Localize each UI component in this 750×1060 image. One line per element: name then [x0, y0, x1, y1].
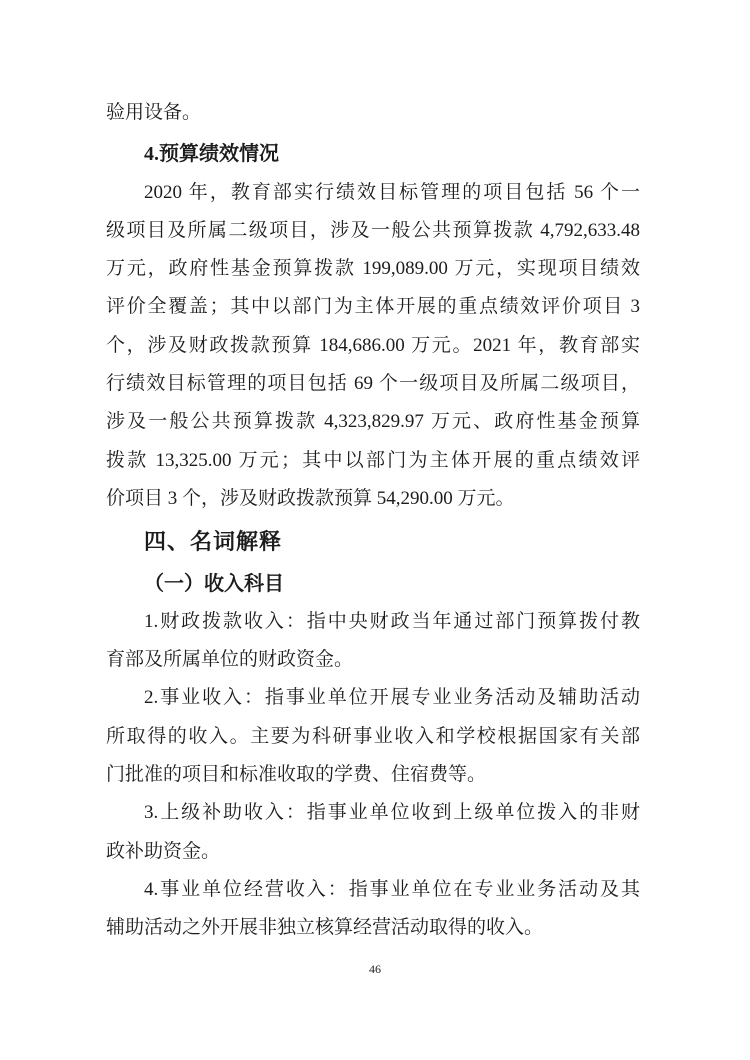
paragraph-line: 3.上级补助收入：指事业单位收到上级单位拨入的非财 [144, 802, 640, 824]
subsection-heading: 4.预算绩效情况 [144, 143, 279, 166]
paragraph-line: 价项目 3 个，涉及财政拨款预算 54,290.00 万元。 [106, 487, 515, 509]
paragraph-line: 拨款 13,325.00 万元；其中以部门为主体开展的重点绩效评 [106, 449, 640, 471]
paragraph-line: 1.财政拨款收入：指中央财政当年通过部门预算拨付教 [144, 610, 640, 632]
paragraph-line: 验用设备。 [106, 102, 202, 123]
paragraph-line: 政补助资金。 [106, 840, 221, 862]
page-number: 46 [369, 962, 381, 976]
paragraph-line: 万元，政府性基金预算拨款 199,089.00 万元，实现项目绩效 [106, 258, 640, 280]
paragraph-line: 涉及一般公共预算拨款 4,323,829.97 万元、政府性基金预算 [106, 411, 640, 433]
paragraph-line: 辅助活动之外开展非独立核算经营活动取得的收入。 [106, 917, 544, 939]
paragraph-line: 育部及所属单位的财政资金。 [106, 649, 354, 671]
paragraph-line: 级项目及所属二级项目，涉及一般公共预算拨款 4,792,633.48 [106, 219, 640, 241]
paragraph-line: 评价全覆盖；其中以部门为主体开展的重点绩效评价项目 3 [106, 296, 640, 318]
paragraph-line: 行绩效目标管理的项目包括 69 个一级项目及所属二级项目， [106, 373, 640, 395]
paragraph-line: 个，涉及财政拨款预算 184,686.00 万元。2021 年，教育部实 [106, 334, 640, 356]
subsection-heading: （一）收入科目 [144, 572, 284, 595]
paragraph-line: 2.事业收入：指事业单位开展专业业务活动及辅助活动 [144, 687, 640, 709]
paragraph-line: 2020 年，教育部实行绩效目标管理的项目包括 56 个一 [144, 181, 640, 203]
paragraph-line: 门批准的项目和标准收取的学费、住宿费等。 [106, 764, 487, 786]
paragraph-line: 4.事业单位经营收入：指事业单位在专业业务活动及其 [144, 878, 640, 900]
section-heading: 四、名词解释 [144, 529, 283, 555]
paragraph-line: 所取得的收入。主要为科研事业收入和学校根据国家有关部 [106, 725, 640, 747]
